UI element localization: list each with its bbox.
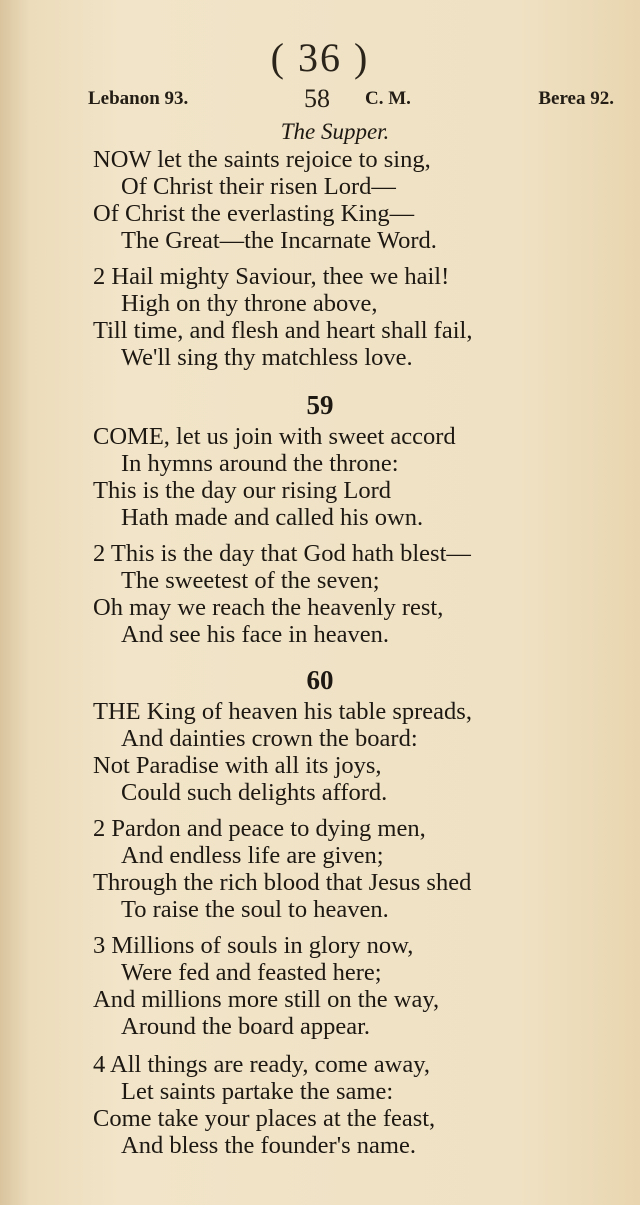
verse-line: In hymns around the throne: (121, 450, 399, 477)
verse-line: And dainties crown the board: (121, 725, 418, 752)
verse-line: 2 Hail mighty Saviour, thee we hail! (93, 263, 450, 290)
running-header (88, 84, 616, 114)
verse-line: We'll sing thy matchless love. (121, 344, 413, 371)
verse-line: Not Paradise with all its joys, (93, 752, 382, 779)
verse-line: COME, let us join with sweet accord (93, 423, 456, 450)
verse-line: And see his face in heaven. (121, 621, 390, 648)
meter: C. M. (365, 88, 411, 109)
verse-line: Oh may we reach the heavenly rest, (93, 594, 444, 621)
hymn-number: 59 (306, 390, 334, 420)
verse-line: Till time, and flesh and heart shall fail, (93, 317, 473, 344)
verse-line: High on thy throne above, (121, 290, 378, 317)
section-subtitle: The Supper. (280, 119, 390, 144)
verse-line: Around the board appear. (121, 1013, 370, 1040)
verse-line: Through the rich blood that Jesus shed (93, 869, 472, 896)
verse-line: Were fed and feasted here; (121, 959, 382, 986)
verse-line: NOW let the saints rejoice to sing, (93, 146, 431, 173)
hymn-number-header: 58 (304, 84, 330, 113)
verse-line: The Great—the Incarnate Word. (121, 227, 437, 254)
verse-line: THE King of heaven his table spreads, (93, 698, 472, 725)
verse-line: 2 Pardon and peace to dying men, (93, 815, 426, 842)
hymn-number: 60 (306, 665, 334, 695)
verse-line: Could such delights afford. (121, 779, 388, 806)
verse-line: And endless life are given; (121, 842, 384, 869)
verse-line: Of Christ their risen Lord— (121, 173, 396, 200)
verse-line: 3 Millions of souls in glory now, (93, 932, 414, 959)
page-number: ( 36 ) (270, 35, 370, 80)
verse-line: And millions more still on the way, (93, 986, 440, 1013)
verse-line: This is the day our rising Lord (93, 477, 392, 504)
verse-line: And bless the founder's name. (121, 1132, 416, 1159)
verse-line: 4 All things are ready, come away, (93, 1051, 430, 1078)
tune-right: Berea 92. (538, 88, 614, 109)
tune-left: Lebanon 93. (88, 88, 189, 109)
verse-line: 2 This is the day that God hath blest— (93, 540, 471, 567)
verse-line: To raise the soul to heaven. (121, 896, 389, 923)
verse-line: Let saints partake the same: (121, 1078, 394, 1105)
verse-line: Hath made and called his own. (121, 504, 424, 531)
verse-line: Of Christ the everlasting King— (93, 200, 415, 227)
verse-line: The sweetest of the seven; (121, 567, 380, 594)
verse-line: Come take your places at the feast, (93, 1105, 436, 1132)
